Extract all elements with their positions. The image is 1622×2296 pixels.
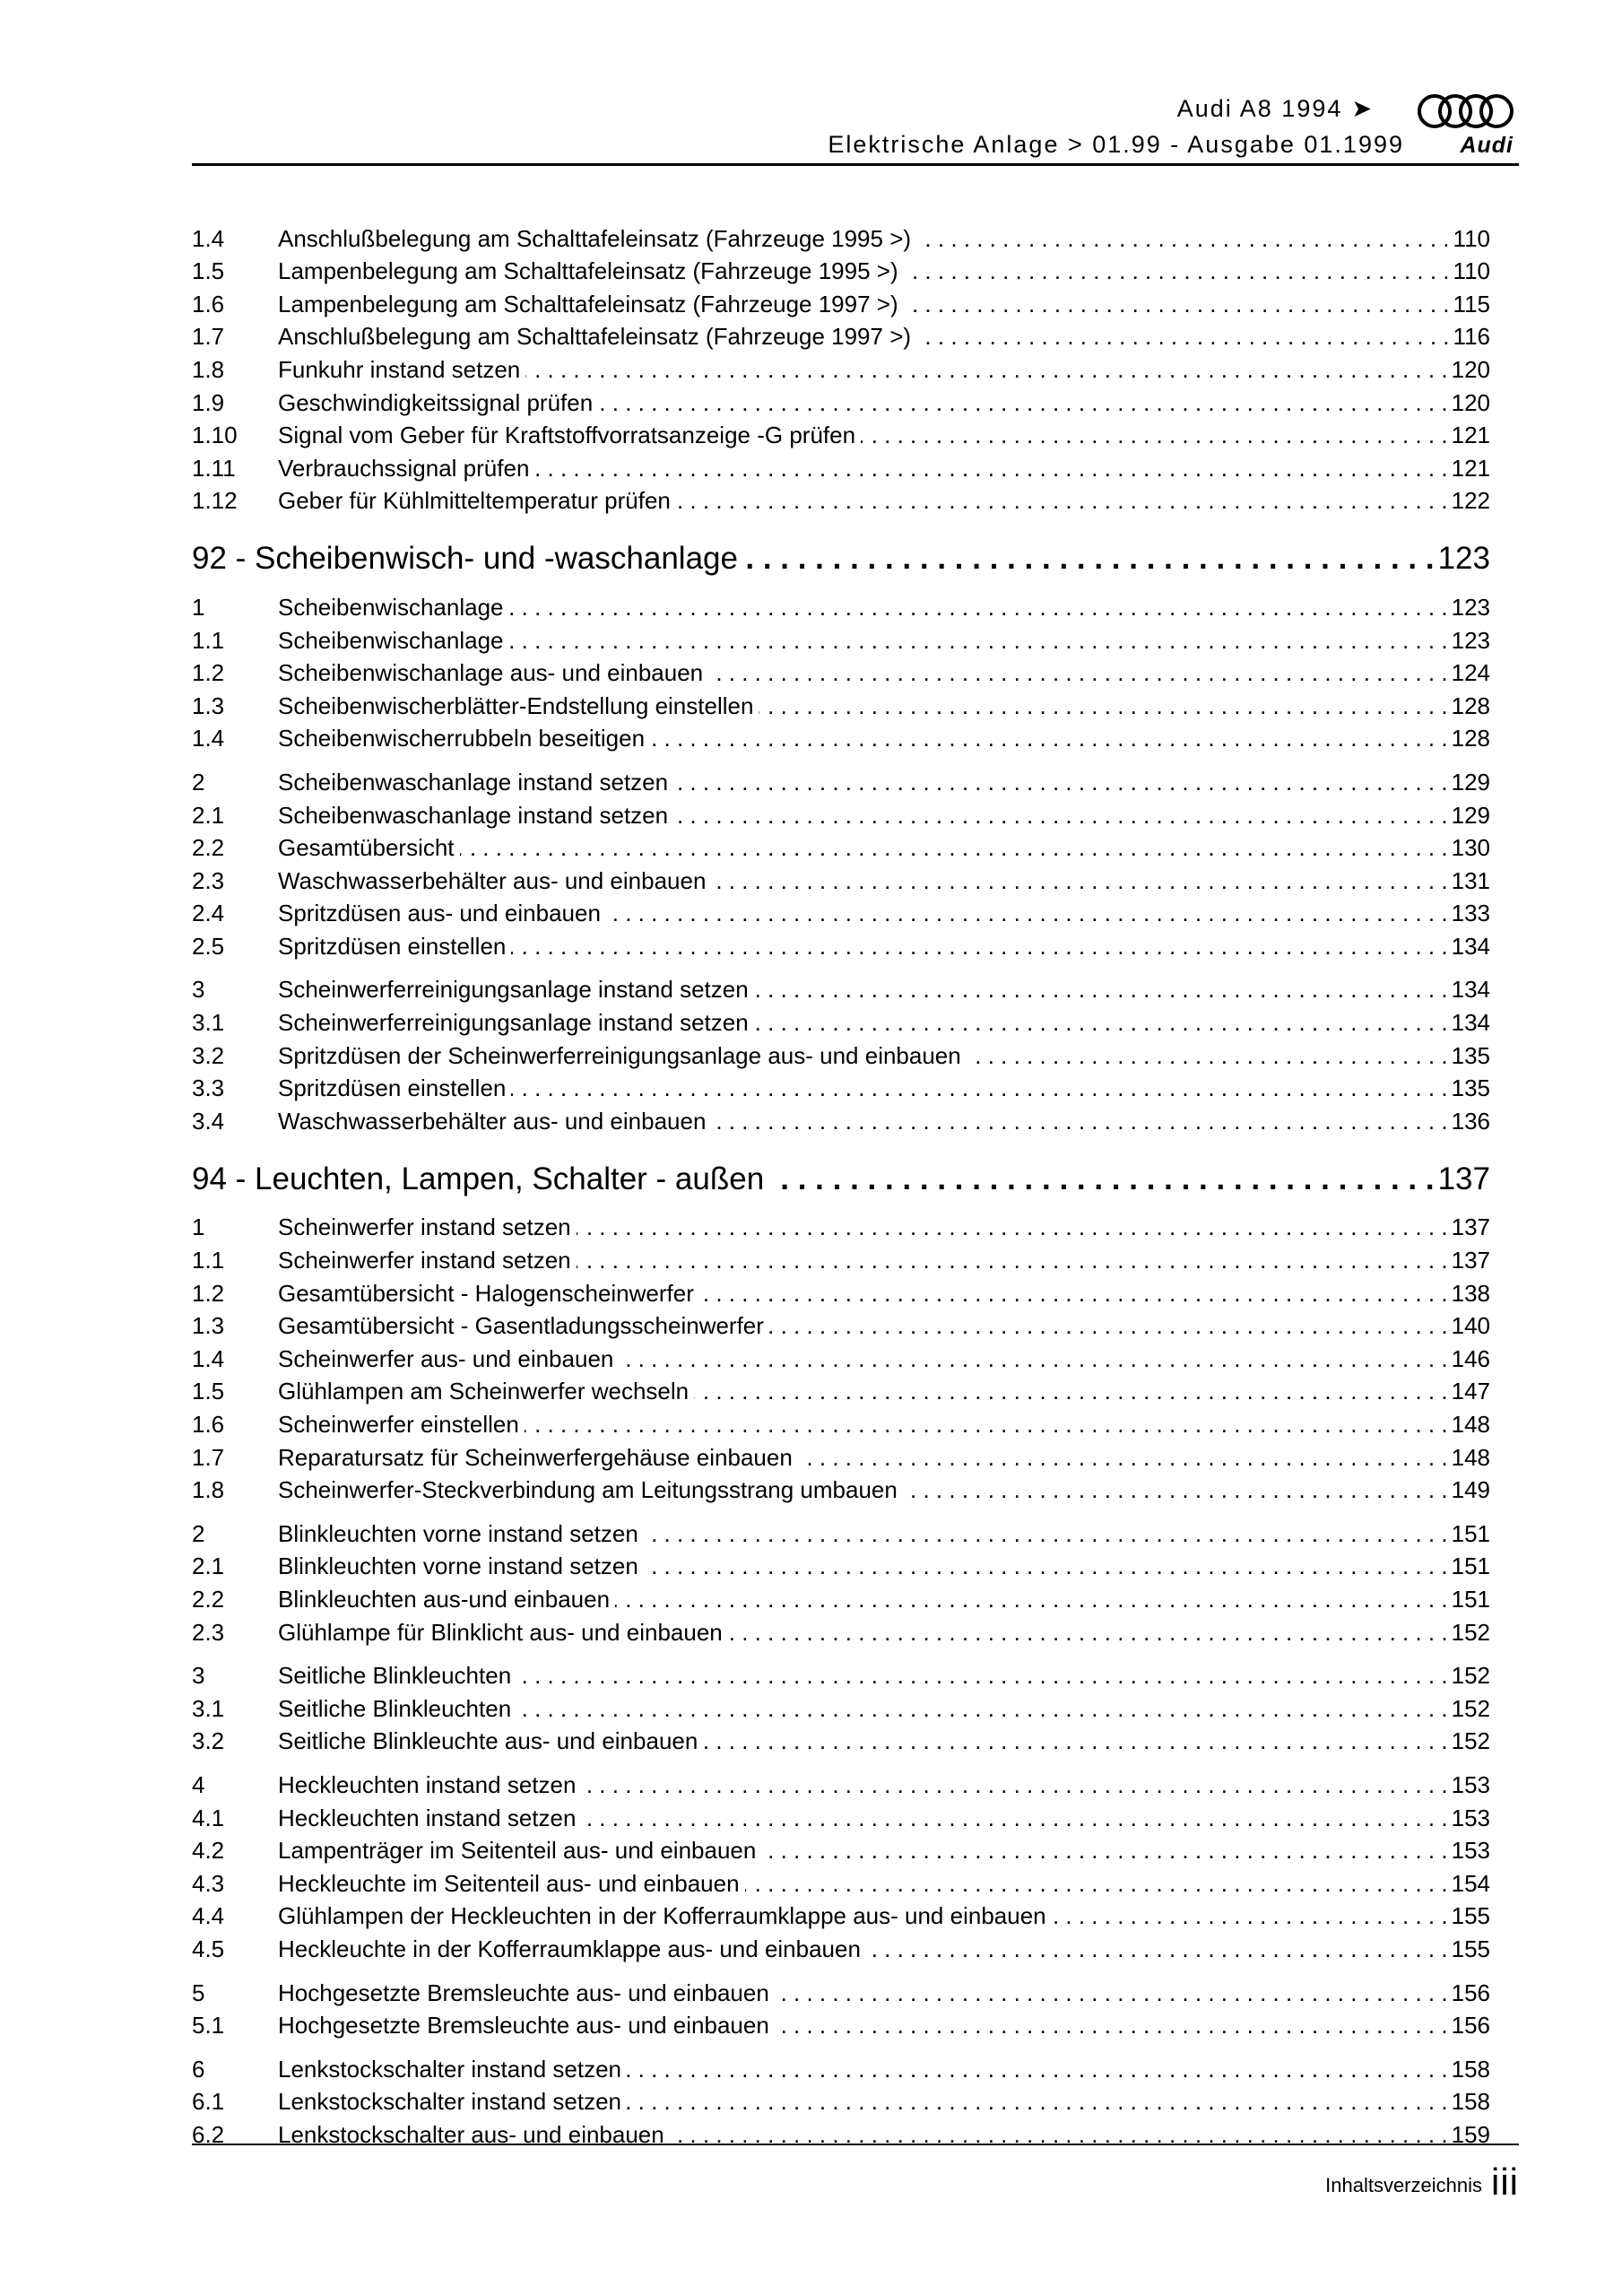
toc-page: 133 [1451, 900, 1490, 927]
toc-page: 128 [1451, 691, 1490, 719]
toc-subsection[interactable] [192, 1036, 1490, 1069]
toc-subsection[interactable] [192, 1929, 1490, 1962]
toc-number: 1.7 [192, 1443, 225, 1471]
toc-number: 4.4 [192, 1902, 225, 1930]
toc-page: 148 [1451, 1411, 1490, 1438]
toc-section[interactable] [192, 1765, 1490, 1798]
toc-title: Scheibenwischerblätter-Endstellung einstellen [278, 691, 754, 719]
toc-title: Scheibenwaschanlage instand setzen [278, 768, 669, 796]
toc-leader-dots [577, 1247, 1448, 1274]
toc-title: Waschwasserbehälter aus- und einbauen [278, 1107, 707, 1135]
toc-number: 2.3 [192, 1618, 225, 1646]
toc-number: 4 [192, 1770, 205, 1798]
toc-number: 4.2 [192, 1837, 225, 1865]
toc-number: 2.4 [192, 900, 225, 927]
toc-number: 1.9 [192, 388, 225, 416]
toc-title: Hochgesetzte Bremsleuchte aus- und einbauen [278, 1979, 769, 2006]
toc-number: 3.3 [192, 1074, 225, 1102]
toc-leader-dots [761, 1837, 1447, 1864]
toc-leader-dots [627, 2056, 1448, 2083]
toc-leader-dots [619, 1345, 1447, 1372]
toc-title: Scheinwerferreinigungsanlage instand setzen [278, 976, 749, 1004]
toc-title: Waschwasserbehälter aus- und einbauen [278, 866, 707, 894]
toc-number: 1.7 [192, 323, 225, 351]
toc-title: Scheinwerfer instand setzen [278, 1213, 571, 1241]
toc-title: Blinkleuchten aus-und einbauen [278, 1585, 611, 1613]
toc-leader-dots [711, 867, 1447, 894]
toc-page: 121 [1451, 422, 1490, 449]
toc-subsection[interactable] [192, 1722, 1490, 1755]
toc-subsection[interactable] [192, 383, 1490, 416]
toc-leader-dots [754, 1009, 1448, 1036]
toc-title: Blinkleuchten vorne instand setzen [278, 1552, 638, 1580]
page-footer [1325, 2163, 1519, 2201]
toc-number: 1.1 [192, 1247, 225, 1274]
toc-title: Glühlampe für Blinklicht aus- und einbauen [278, 1618, 723, 1646]
toc-leader-dots [511, 1074, 1447, 1101]
toc-subsection[interactable] [192, 1864, 1490, 1897]
toc-leader-dots [711, 1108, 1447, 1135]
toc-number: 4.5 [192, 1935, 225, 1962]
header-model-text: Audi A8 1994 [1176, 95, 1343, 122]
toc-page: 123 [1451, 593, 1490, 621]
toc-page: 124 [1451, 659, 1490, 687]
toc-chapter-page: 137 [1437, 1161, 1490, 1196]
toc-title: Heckleuchte im Seitenteil aus- und einbauen [278, 1869, 740, 1897]
toc-leader-dots [771, 1161, 1434, 1197]
toc-section[interactable] [192, 762, 1490, 796]
toc-number: 2 [192, 1519, 205, 1547]
toc-subsection[interactable] [192, 894, 1490, 927]
toc-page: 152 [1451, 1662, 1490, 1690]
toc-page: 122 [1451, 487, 1490, 515]
toc-subsection[interactable] [192, 252, 1490, 285]
toc-title: Spritzdüsen der Scheinwerferreinigungsanlage aus- und einbauen [278, 1041, 961, 1069]
toc-title: Heckleuchte in der Kofferraumklappe aus- und einbauen [278, 1935, 861, 1962]
toc-title: Anschlußbelegung am Schalttafeleinsatz (Fahrzeuge 1997 >) [278, 323, 912, 351]
toc-number: 3.2 [192, 1727, 225, 1755]
toc-title: Scheibenwaschanlage instand setzen [278, 801, 669, 829]
toc-title: Lenkstockschalter aus- und einbauen [278, 2120, 664, 2148]
toc-title: Lenkstockschalter instand setzen [278, 2088, 621, 2116]
toc-subsection[interactable] [192, 1897, 1490, 1930]
toc-subsection[interactable] [192, 1274, 1490, 1307]
toc-title: Seitliche Blinkleuchten [278, 1694, 512, 1722]
toc-subsection[interactable] [192, 1101, 1490, 1135]
toc-title: Spritzdüsen einstellen [278, 1074, 507, 1102]
toc-title: Gesamtübersicht - Gasentladungsscheinwerfer [278, 1312, 764, 1340]
toc-leader-dots [598, 389, 1447, 416]
toc-leader-dots [676, 487, 1448, 514]
toc-page: 110 [1453, 224, 1490, 252]
toc-title: Scheibenwischerrubbeln beseitigen [278, 725, 646, 752]
toc-page: 159 [1451, 2120, 1490, 2148]
toc-number: 1.4 [192, 1344, 225, 1372]
header-model [1177, 95, 1374, 123]
toc-number: 5 [192, 1979, 205, 2006]
toc-number: 5.1 [192, 2012, 225, 2039]
toc-number: 2.2 [192, 834, 225, 862]
toc-number: 6.2 [192, 2120, 225, 2148]
toc-number: 1 [192, 593, 205, 621]
toc-title: Seitliche Blinkleuchten [278, 1662, 512, 1690]
toc-number: 1.8 [192, 355, 225, 383]
toc-number: 1.2 [192, 659, 225, 687]
toc-page: 120 [1451, 388, 1490, 416]
toc-page: 152 [1451, 1694, 1490, 1722]
toc-number: 3.4 [192, 1107, 225, 1135]
toc-leader-dots [509, 594, 1448, 621]
toc-subsection[interactable] [192, 482, 1490, 515]
toc-leader-dots [650, 725, 1448, 752]
toc-page: 153 [1451, 1837, 1490, 1865]
toc-number: 2.3 [192, 866, 225, 894]
toc-page: 134 [1451, 1009, 1490, 1037]
toc-number: 1.12 [192, 487, 238, 515]
arrow-right-icon: ➤ [1351, 95, 1374, 122]
toc-number: 1.6 [192, 290, 225, 317]
toc-title: Anschlußbelegung am Schalttafeleinsatz (Fahrzeuge 1995 >) [278, 224, 912, 252]
toc-subsection[interactable] [192, 1579, 1490, 1613]
toc-page: 131 [1451, 866, 1490, 894]
toc-title: Geber für Kühlmitteltemperatur prüfen [278, 487, 671, 515]
toc-title: Lenkstockschalter instand setzen [278, 2055, 621, 2083]
toc-number: 1.3 [192, 1312, 225, 1340]
toc-section[interactable] [192, 1973, 1490, 2006]
toc-number: 1.10 [192, 422, 238, 449]
toc-subsection[interactable] [192, 1372, 1490, 1405]
toc-leader-dots [644, 1552, 1448, 1579]
toc-leader-dots [525, 1411, 1448, 1438]
toc-page: 129 [1451, 768, 1490, 796]
toc-title: Signal vom Geber für Kraftstoffvorratsanzeige -G prüfen [278, 422, 856, 449]
toc-number: 2 [192, 768, 205, 796]
toc-number: 1.6 [192, 1411, 225, 1438]
toc-leader-dots [775, 2012, 1448, 2039]
toc-chapter[interactable] [192, 1142, 1490, 1197]
toc-title: Scheibenwischanlage [278, 626, 504, 654]
page-header [192, 91, 1519, 166]
toc-number: 6.1 [192, 2088, 225, 2116]
toc-page: 123 [1451, 626, 1490, 654]
toc-chapter[interactable] [192, 521, 1490, 577]
toc-leader-dots [615, 1586, 1448, 1613]
toc-leader-dots [967, 1042, 1448, 1069]
toc-subsection[interactable] [192, 796, 1490, 829]
toc-subsection[interactable] [192, 1689, 1490, 1722]
audi-rings-icon [1413, 91, 1519, 131]
toc-number: 1 [192, 1213, 205, 1241]
toc-leader-dots [769, 1312, 1448, 1339]
toc-leader-dots [904, 257, 1450, 284]
toc-title: Seitliche Blinkleuchte aus- und einbauen [278, 1727, 698, 1755]
toc-number: 3 [192, 976, 205, 1004]
toc-page: 135 [1451, 1041, 1490, 1069]
toc-subsection[interactable] [192, 861, 1490, 894]
toc-number: 3 [192, 1662, 205, 1690]
toc-page: 120 [1451, 355, 1490, 383]
toc-chapter-page: 123 [1437, 541, 1490, 577]
toc-page: 121 [1451, 454, 1490, 482]
toc-title: Scheinwerfer-Steckverbindung am Leitungsstrang umbauen [278, 1476, 898, 1504]
toc-subsection[interactable] [192, 719, 1490, 752]
toc-leader-dots [525, 356, 1447, 383]
toc-leader-dots [754, 976, 1448, 1003]
toc-leader-dots [673, 769, 1448, 796]
audi-logo [1413, 91, 1519, 160]
toc-number: 3.1 [192, 1694, 225, 1722]
toc-leader-dots [694, 1378, 1447, 1405]
toc-subsection[interactable] [192, 686, 1490, 719]
toc-subsection[interactable] [192, 317, 1490, 351]
toc-page: 135 [1451, 1074, 1490, 1102]
toc-subsection[interactable] [192, 1240, 1490, 1274]
toc-subsection[interactable] [192, 416, 1490, 449]
toc-page: 152 [1451, 1618, 1490, 1646]
toc-subsection[interactable] [192, 1438, 1490, 1471]
toc-leader-dots [904, 291, 1450, 317]
toc-title: Scheinwerferreinigungsanlage instand setzen [278, 1009, 749, 1037]
toc-number: 6 [192, 2055, 205, 2083]
toc-page: 153 [1451, 1770, 1490, 1798]
toc-title: Lampenbelegung am Schalttafeleinsatz (Fahrzeuge 1997 >) [278, 290, 898, 317]
toc-title: Scheinwerfer einstellen [278, 1411, 519, 1438]
toc-title: Lampenträger im Seitenteil aus- und einbauen [278, 1837, 757, 1865]
footer-section-label: Inhaltsverzeichnis [1325, 2174, 1482, 2196]
toc-subsection[interactable] [192, 1613, 1490, 1646]
toc-page: 128 [1451, 725, 1490, 752]
toc-subsection[interactable] [192, 1798, 1490, 1831]
toc-page: 158 [1451, 2055, 1490, 2083]
toc-page: 110 [1453, 257, 1490, 285]
toc-page: 156 [1451, 1979, 1490, 2006]
toc-section[interactable] [192, 2049, 1490, 2083]
toc-number: 2.1 [192, 801, 225, 829]
toc-number: 1.4 [192, 224, 225, 252]
toc-leader-dots [708, 659, 1447, 686]
toc-subsection[interactable] [192, 1003, 1490, 1036]
toc-page: 151 [1451, 1585, 1490, 1613]
toc-page: 158 [1451, 2088, 1490, 2116]
header-edition: Elektrische Anlage > 01.99 - Ausgabe 01.1999 [828, 131, 1404, 158]
toc-page: 134 [1451, 932, 1490, 960]
table-of-contents [192, 219, 1490, 2148]
toc-section[interactable] [192, 970, 1490, 1004]
toc-leader-dots [775, 1979, 1448, 2006]
toc-title: Scheibenwischanlage [278, 593, 504, 621]
toc-number: 2.2 [192, 1585, 225, 1613]
toc-section[interactable] [192, 1208, 1490, 1241]
toc-number: 1.5 [192, 1378, 225, 1405]
toc-subsection[interactable] [192, 1339, 1490, 1372]
toc-title: Gesamtübersicht - Halogenscheinwerfer [278, 1279, 694, 1307]
toc-subsection[interactable] [192, 1831, 1490, 1865]
toc-number: 1.8 [192, 1476, 225, 1504]
toc-title: Scheinwerfer instand setzen [278, 1247, 571, 1274]
toc-title: Spritzdüsen aus- und einbauen [278, 900, 601, 927]
toc-leader-dots [581, 1805, 1447, 1831]
toc-leader-dots [581, 1771, 1447, 1798]
toc-leader-dots [509, 627, 1448, 654]
toc-page: 116 [1453, 323, 1490, 351]
toc-number: 1.11 [192, 454, 236, 482]
toc-subsection[interactable] [192, 1069, 1490, 1102]
toc-number: 2.1 [192, 1552, 225, 1580]
toc-leader-dots [516, 1695, 1447, 1722]
toc-leader-dots [703, 1727, 1447, 1754]
toc-number: 2.5 [192, 932, 225, 960]
toc-subsection[interactable] [192, 1307, 1490, 1340]
toc-page: 152 [1451, 1727, 1490, 1755]
toc-title: Scheibenwischanlage aus- und einbauen [278, 659, 704, 687]
page-number: iii [1491, 2161, 1519, 2203]
toc-subsection[interactable] [192, 926, 1490, 960]
toc-title: Reparatursatz für Scheinwerfergehäuse einbauen [278, 1443, 793, 1471]
toc-page: 137 [1451, 1213, 1490, 1241]
toc-leader-dots [511, 933, 1447, 960]
toc-leader-dots [534, 455, 1447, 482]
toc-leader-dots [861, 422, 1448, 448]
toc-title: Hochgesetzte Bremsleuchte aus- und einbauen [278, 2012, 769, 2039]
toc-page: 151 [1451, 1552, 1490, 1580]
toc-page: 138 [1451, 1279, 1490, 1307]
toc-subsection[interactable] [192, 621, 1490, 654]
toc-leader-dots [916, 225, 1450, 252]
toc-number: 3.1 [192, 1009, 225, 1037]
toc-page: 146 [1451, 1344, 1490, 1372]
toc-leader-dots [745, 541, 1435, 577]
toc-section[interactable] [192, 587, 1490, 621]
toc-page: 156 [1451, 2012, 1490, 2039]
toc-leader-dots [903, 1476, 1448, 1503]
toc-page: 137 [1451, 1247, 1490, 1274]
toc-subsection[interactable] [192, 219, 1490, 252]
toc-number: 1.2 [192, 1279, 225, 1307]
toc-subsection[interactable] [192, 829, 1490, 862]
toc-number: 1.3 [192, 691, 225, 719]
toc-page: 149 [1451, 1476, 1490, 1504]
toc-page: 130 [1451, 834, 1490, 862]
toc-number: 4.3 [192, 1869, 225, 1897]
toc-subsection[interactable] [192, 284, 1490, 317]
toc-title: Blinkleuchten vorne instand setzen [278, 1519, 638, 1547]
toc-leader-dots [460, 834, 1448, 861]
toc-leader-dots [866, 1935, 1448, 1962]
toc-subsection[interactable] [192, 1547, 1490, 1580]
toc-subsection[interactable] [192, 2006, 1490, 2039]
toc-title: Glühlampen der Heckleuchten in der Kofferraumklappe aus- und einbauen [278, 1902, 1046, 1930]
toc-page: 154 [1451, 1869, 1490, 1897]
toc-chapter-title: 92 - Scheibenwisch- und -waschanlage [192, 541, 738, 577]
toc-leader-dots [627, 2088, 1448, 2115]
toc-title: Heckleuchten instand setzen [278, 1804, 577, 1831]
toc-number: 3.2 [192, 1041, 225, 1069]
toc-page: 134 [1451, 976, 1490, 1004]
toc-number: 1.4 [192, 725, 225, 752]
toc-leader-dots [644, 1520, 1448, 1547]
toc-page: 155 [1451, 1935, 1490, 1962]
toc-subsection[interactable] [192, 350, 1490, 383]
toc-section[interactable] [192, 1657, 1490, 1690]
toc-leader-dots [916, 323, 1450, 350]
toc-title: Gesamtübersicht [278, 834, 455, 862]
toc-page: 147 [1451, 1378, 1490, 1405]
toc-chapter-title: 94 - Leuchten, Lampen, Schalter - außen [192, 1161, 765, 1196]
toc-subsection[interactable] [192, 2083, 1490, 2116]
toc-page: 155 [1451, 1902, 1490, 1930]
toc-page: 148 [1451, 1443, 1490, 1471]
toc-leader-dots [699, 1280, 1448, 1307]
toc-page: 151 [1451, 1519, 1490, 1547]
toc-title: Scheinwerfer aus- und einbauen [278, 1344, 614, 1372]
toc-section[interactable] [192, 1514, 1490, 1547]
toc-subsection[interactable] [192, 1471, 1490, 1504]
toc-leader-dots [1052, 1902, 1448, 1929]
toc-leader-dots [728, 1619, 1448, 1646]
toc-title: Geschwindigkeitssignal prüfen [278, 388, 594, 416]
toc-page: 115 [1453, 290, 1490, 317]
toc-number: 1.5 [192, 257, 225, 285]
toc-page: 129 [1451, 801, 1490, 829]
toc-page: 153 [1451, 1804, 1490, 1831]
toc-page: 136 [1451, 1107, 1490, 1135]
toc-title: Funkuhr instand setzen [278, 355, 521, 383]
footer-divider [192, 2144, 1519, 2145]
toc-subsection[interactable] [192, 654, 1490, 687]
toc-title: Verbrauchssignal prüfen [278, 454, 530, 482]
toc-leader-dots [673, 802, 1448, 829]
toc-title: Spritzdüsen einstellen [278, 932, 507, 960]
toc-leader-dots [516, 1662, 1447, 1689]
toc-subsection[interactable] [192, 448, 1490, 482]
toc-number: 4.1 [192, 1804, 225, 1831]
toc-leader-dots [745, 1870, 1448, 1897]
toc-title: Lampenbelegung am Schalttafeleinsatz (Fahrzeuge 1995 >) [278, 257, 898, 285]
audi-logo-text: Audi [1460, 133, 1514, 158]
toc-page: 140 [1451, 1312, 1490, 1340]
toc-leader-dots [606, 900, 1448, 926]
toc-title: Heckleuchten instand setzen [278, 1770, 577, 1798]
toc-subsection[interactable] [192, 1405, 1490, 1438]
toc-number: 1.1 [192, 626, 225, 654]
toc-title: Glühlampen am Scheinwerfer wechseln [278, 1378, 690, 1405]
toc-leader-dots [759, 692, 1447, 719]
toc-leader-dots [577, 1213, 1448, 1240]
toc-leader-dots [798, 1444, 1448, 1471]
